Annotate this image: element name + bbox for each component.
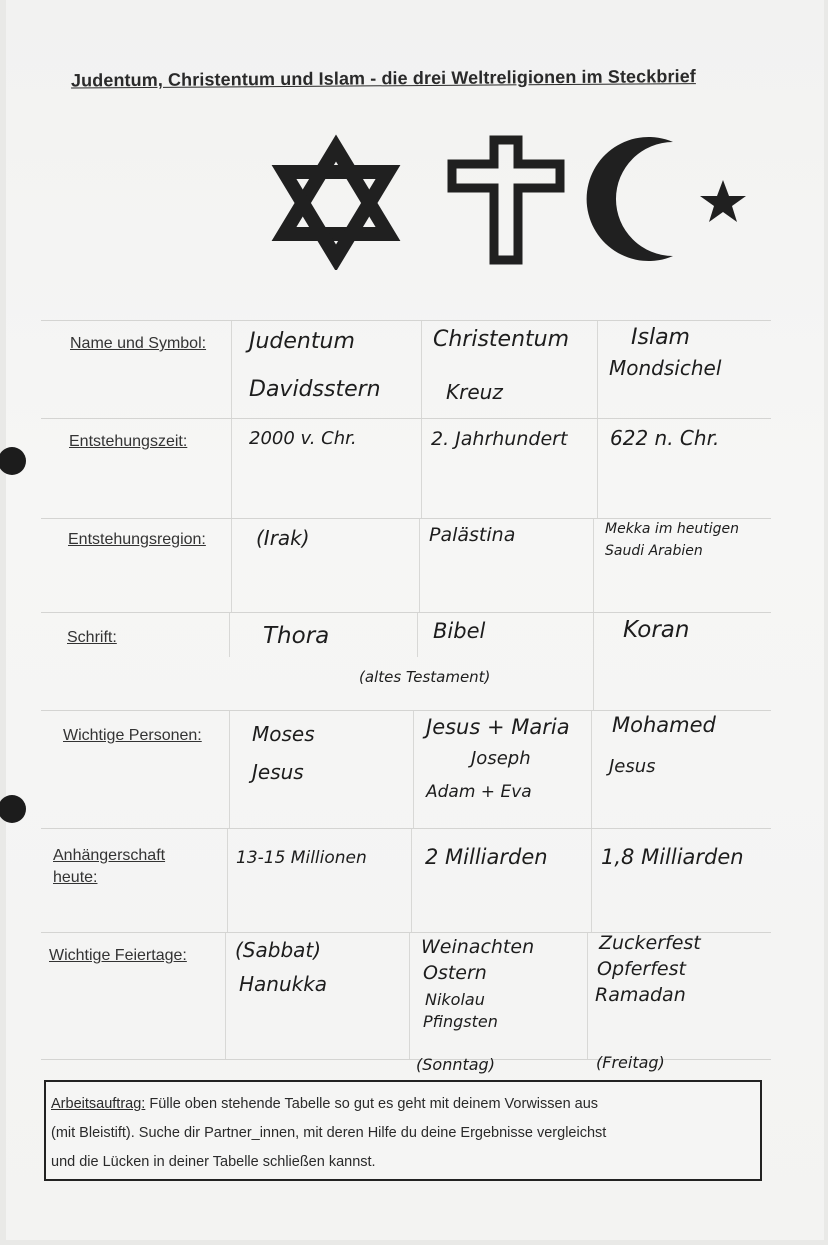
page-title: Judentum, Christentum und Islam - die drei Weltreligionen im Steckbrief — [70, 66, 696, 91]
cell-value: Jesus — [252, 760, 304, 784]
crescent-star-icon — [587, 137, 746, 261]
table-row — [41, 710, 771, 829]
cell-value: Moses — [252, 722, 315, 746]
cell-value: Pfingsten — [423, 1012, 498, 1031]
cell-value: 2 Milliarden — [425, 845, 548, 869]
cell-value: Weinachten — [421, 936, 535, 958]
cell-value: Kreuz — [446, 380, 503, 404]
task-box — [44, 1080, 762, 1181]
religion-symbols — [268, 130, 758, 275]
cell-value: Davidsstern — [249, 377, 381, 402]
task-text: (mit Bleistift). Suche dir Partner_innen, mit deren Hilfe du deine Ergebnisse vergleichst — [51, 1125, 607, 1141]
cell-value: Judentum — [249, 329, 355, 354]
cell-value: Koran — [623, 617, 690, 643]
cell-value: Nikolau — [425, 990, 485, 1009]
cell-value: Joseph — [471, 748, 531, 769]
row-label: Entstehungszeit: — [69, 433, 188, 450]
cell-value: 1,8 Milliarden — [601, 845, 744, 869]
cell-value: Bibel — [433, 619, 486, 643]
row-label: Schrift: — [67, 629, 117, 646]
cell-value: Palästina — [429, 524, 516, 546]
cell-value: (Irak) — [256, 526, 310, 550]
cell-value: Ramadan — [595, 984, 686, 1006]
cross-icon — [452, 140, 560, 260]
cell-value: Saudi Arabien — [605, 543, 703, 559]
cell-value: Jesus — [609, 756, 656, 777]
star-of-david-icon — [284, 148, 388, 258]
note-friday: (Freitag) — [596, 1053, 665, 1072]
cell-value: Islam — [631, 325, 690, 350]
task-label: Arbeitsauftrag: — [51, 1096, 146, 1112]
table-row — [41, 320, 771, 419]
cell-value: Mondsichel — [609, 356, 722, 380]
row-label: Wichtige Personen: — [63, 727, 202, 744]
cell-value: 622 n. Chr. — [610, 426, 720, 450]
table-row — [41, 518, 771, 613]
table-row — [41, 828, 771, 933]
row-label: Wichtige Feiertage: — [49, 947, 187, 964]
task-text: Fülle oben stehende Tabelle so gut es geht mit deinem Vorwissen aus — [145, 1096, 599, 1112]
cell-value: Mohamed — [612, 713, 716, 737]
table-row — [41, 418, 771, 519]
cell-value: Christentum — [433, 327, 570, 352]
note-sunday: (Sonntag) — [416, 1055, 495, 1074]
cell-value: 2. Jahrhundert — [431, 428, 568, 450]
punch-hole — [0, 795, 26, 823]
cell-value: Jesus + Maria — [426, 715, 570, 739]
cell-value: (Sabbat) — [235, 938, 322, 962]
cell-value: Opferfest — [597, 958, 686, 980]
cell-value: 2000 v. Chr. — [249, 428, 357, 449]
cell-value: Zuckerfest — [599, 932, 701, 954]
cell-value: Adam + Eva — [426, 782, 532, 802]
punch-hole — [0, 447, 26, 475]
cell-value: Thora — [263, 623, 330, 649]
cell-value: Hanukka — [239, 972, 328, 996]
cell-note: (altes Testament) — [359, 668, 491, 686]
row-label: Anhängerschaft heute: — [53, 847, 166, 886]
task-text: und die Lücken in deiner Tabelle schließen kannst. — [51, 1154, 376, 1170]
row-label: Name und Symbol: — [70, 335, 207, 352]
cell-value: Mekka im heutigen — [605, 521, 740, 537]
cell-value: 13-15 Millionen — [236, 848, 367, 868]
row-label: Entstehungsregion: — [68, 531, 206, 548]
worksheet-paper — [6, 0, 824, 1240]
table-row — [41, 612, 771, 711]
table-row — [41, 932, 771, 1060]
cell-value: Ostern — [423, 962, 487, 984]
